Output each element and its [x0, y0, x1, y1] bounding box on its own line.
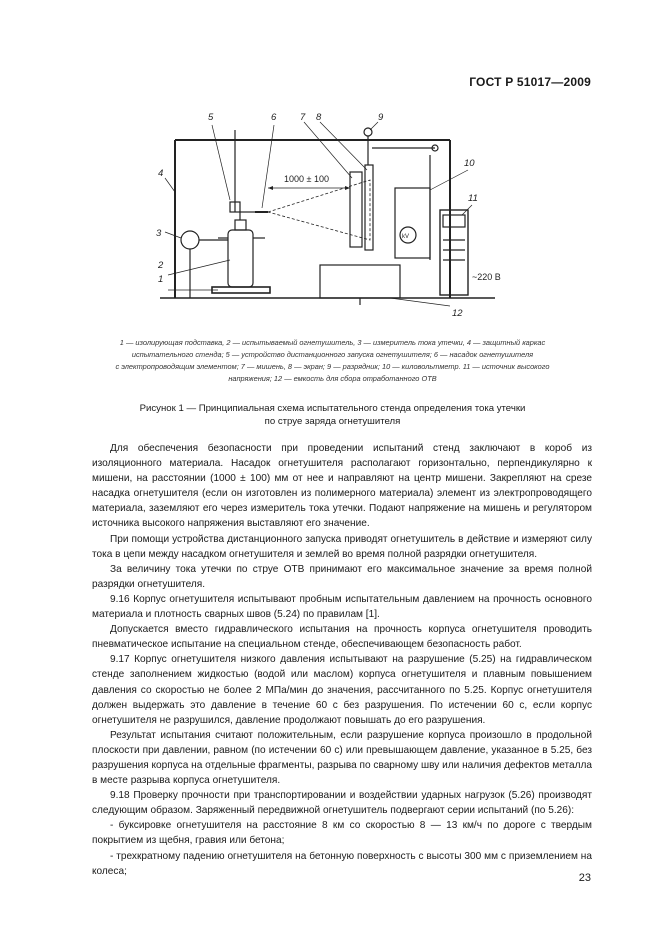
label-1: 1	[158, 274, 164, 285]
label-5: 5	[208, 112, 214, 123]
label-12: 12	[452, 308, 463, 319]
paragraph: При помощи устройства дистанционного запуска приводят огнетушитель в действие и измеряют силу тока в цепи между насадком огнетушителя и землей во время полной разрядки огнетушителя.	[92, 533, 592, 560]
paragraph: - буксировке огнетушителя на расстояние 8 км со скоростью 8 — 13 км/ч по дороге с твердым покрытием из щебня, гравия или бетона;	[92, 820, 592, 847]
legend-line: 1 — изолирующая подставка, 2 — испытываемый огнетушитель, 3 — измеритель тока утечки, 4 — защитный каркас	[119, 338, 546, 347]
paragraph: 9.17 Корпус огнетушителя низкого давления испытывают на разрушение (5.25) на гидравлическом стенде заполнением жидкостью (водой или маслом) корпуса огнетушителя и плавным повышением давления со скоростью не более 2 МПа/мин до значения, рассчитанного по 5.25. Корпус огнетушителя должен выдержать это давление в течение 60 с без разрушения. По истечении 60 с, если корпус огнетушителя не разрушился, давление продолжают повышать до его разрушения.	[92, 654, 592, 726]
label-7: 7	[300, 112, 306, 123]
label-10: 10	[464, 158, 475, 169]
label-4: 4	[158, 168, 164, 179]
label-9: 9	[378, 112, 384, 123]
legend-line: напряжения; 12 — емкость для сбора отработанного ОТВ	[228, 374, 437, 383]
document-header: ГОСТ Р 51017—2009	[469, 75, 591, 89]
figure-caption	[75, 403, 590, 428]
label-11: 11	[468, 193, 478, 204]
label-3: 3	[156, 228, 162, 239]
paragraph: Результат испытания считают положительным, если разрушение корпуса произошло в продольной плоскости при давлении, равном (по истечении 60 с) или превышающем давление, указанное в 5.25, без разрушения корпуса на отдельные фрагменты, разрыва по сварному шву или наличия дефектов металла в месте разрыва корпуса огнетушителя.	[92, 729, 592, 787]
distance-label: 1000 ± 100	[284, 174, 329, 184]
test-stand-diagram	[150, 100, 510, 325]
paragraph: Для обеспечения безопасности при проведении испытаний стенд заключают в короб из изоляционного материала. Насадок огнетушителя располагают горизонтально, перпендикулярно к мишени, на расстоянии (1000 ± 100) мм от нее и направляют на центр мишени. Закрепляют на срезе насадка огнетушителя (если он изготовлен из полимерного материала) элемент из электропроводящего материала, заземляют его через измеритель тока утечки. Подают напряжение на мишень и регулятором источника высокого напряжения выставляют его значение.	[92, 443, 592, 530]
caption-line: по струе заряда огнетушителя	[264, 415, 401, 427]
caption-line: Рисунок 1 — Принципиальная схема испытательного стенда определения тока утечки	[139, 403, 526, 414]
legend-line: с электропроводящим элементом; 7 — мишень, 8 — экран; 9 — разрядник; 10 — киловольтметр. 11 — источник высокого	[115, 362, 550, 371]
label-2: 2	[158, 260, 164, 271]
label-6: 6	[271, 112, 277, 123]
body-text	[92, 441, 592, 879]
page-number: 23	[578, 872, 591, 884]
figure-legend	[75, 337, 590, 385]
kilovoltmeter-label: kV	[402, 234, 410, 240]
voltage-label: ~220 В	[472, 272, 501, 282]
paragraph: - трехкратному падению огнетушителя на бетонную поверхность с высоты 300 мм с приземлением на колеса;	[92, 850, 592, 877]
paragraph: За величину тока утечки по струе ОТВ принимают его максимальное значение за время полной разрядки огнетушителя.	[92, 563, 592, 590]
label-8: 8	[316, 112, 322, 123]
legend-line: испытательного стенда; 5 — устройство дистанционного запуска огнетушителя; 6 — насадок огнетушителя	[131, 350, 534, 359]
paragraph: 9.16 Корпус огнетушителя испытывают пробным испытательным давлением на прочность основного материала и плотность сварных швов (5.24) по правилам [1].	[92, 593, 592, 621]
paragraph: 9.18 Проверку прочности при транспортировании и воздействии ударных нагрузок (5.26) производят следующим образом. Заряженный передвижной огнетушитель подвергают серии испытаний (по 5.26):	[92, 790, 592, 817]
paragraph: Допускается вместо гидравлического испытания на прочность корпуса огнетушителя проводить пневматическое испытание на специальном стенде, обеспечивающем безопасность работ.	[92, 624, 592, 651]
